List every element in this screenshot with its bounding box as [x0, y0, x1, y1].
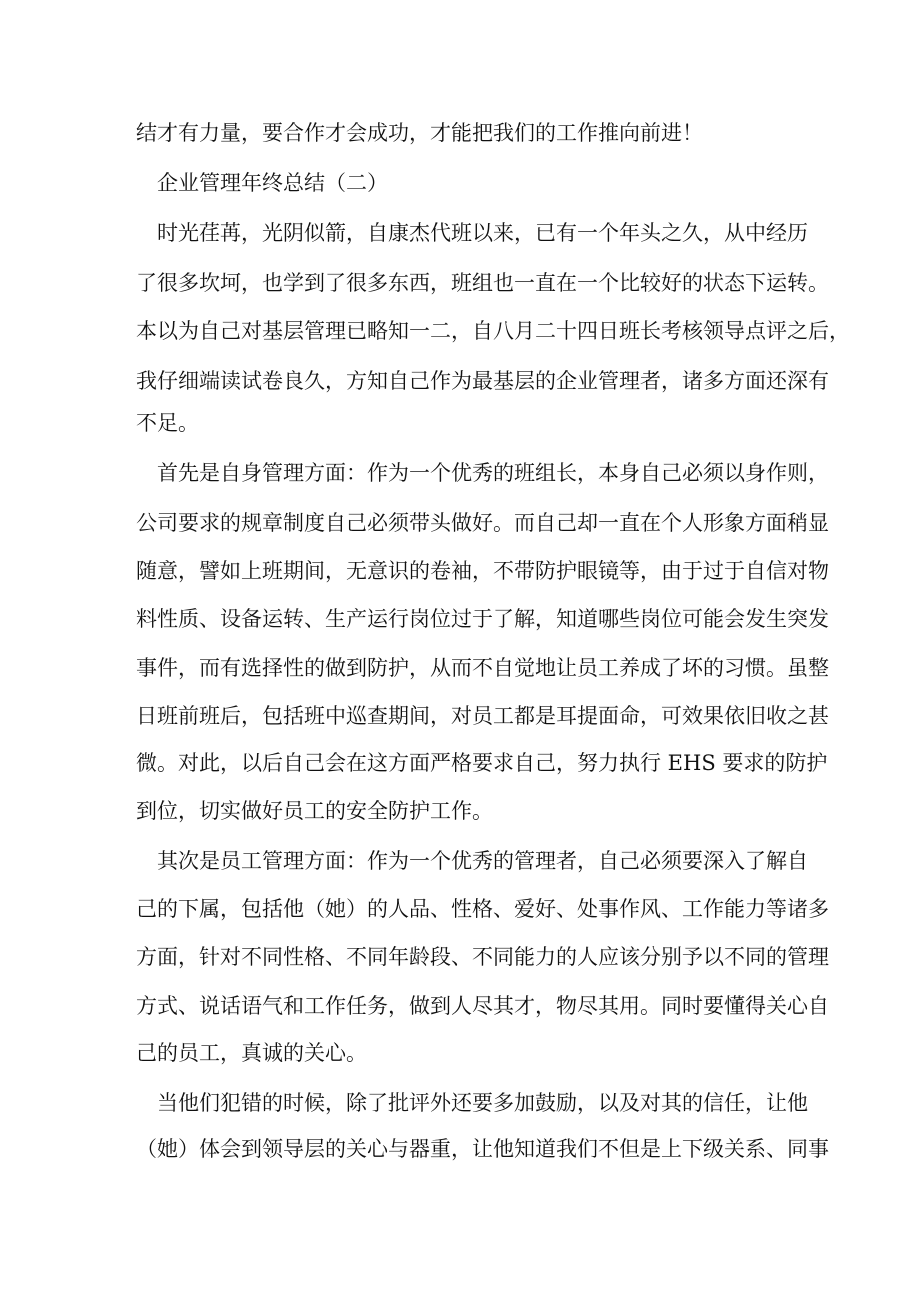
text-line: 日班前班后，包括班中巡查期间，对员工都是耳提面命，可效果依旧收之甚: [136, 704, 829, 728]
text-line: 不足。: [136, 411, 199, 435]
text-line: 当他们犯错的时候，除了批评外还要多加鼓励，以及对其的信任，让他: [157, 1091, 808, 1115]
text-line: 随意，譬如上班期间，无意识的卷袖，不带防护眼镜等，由于过于自信对物: [136, 559, 829, 583]
text-line: 本以为自己对基层管理已略知一二，自八月二十四日班长考核领导点评之后，: [136, 319, 850, 343]
text-line: 我仔细端读试卷良久，方知自己作为最基层的企业管理者，诸多方面还深有: [136, 369, 829, 393]
text-line: 公司要求的规章制度自己必须带头做好。而自己却一直在个人形象方面稍显: [136, 511, 829, 535]
text-line: 料性质、设备运转、生产运行岗位过于了解，知道哪些岗位可能会发生突发: [136, 607, 829, 631]
text-line: 首先是自身管理方面：作为一个优秀的班组长，本身自己必须以身作则，: [157, 461, 829, 485]
text-line: 结才有力量，要合作才会成功，才能把我们的工作推向前进！: [136, 121, 703, 145]
text-line: 时光荏苒，光阴似箭，自康杰代班以来，已有一个年头之久，从中经历: [157, 221, 808, 245]
text-line: 到位，切实做好员工的安全防护工作。: [136, 799, 493, 823]
text-line: 方面，针对不同性格、不同年龄段、不同能力的人应该分别予以不同的管理: [136, 945, 829, 969]
text-line: 己的下属，包括他（她）的人品、性格、爱好、处事作风、工作能力等诸多: [136, 897, 829, 921]
text-line: 其次是员工管理方面：作为一个优秀的管理者，自己必须要深入了解自: [157, 849, 808, 873]
section-heading: 企业管理年终总结（二）: [157, 171, 388, 195]
text-line: 方式、说话语气和工作任务，做到人尽其才，物尽其用。同时要懂得关心自: [136, 994, 829, 1018]
text-line: 事件，而有选择性的做到防护，从而不自觉地让员工养成了坏的习惯。虽整: [136, 656, 829, 680]
text-line: （她）体会到领导层的关心与器重，让他知道我们不但是上下级关系、同事: [136, 1137, 829, 1161]
text-line: 了很多坎坷，也学到了很多东西，班组也一直在一个比较好的状态下运转。: [136, 271, 829, 295]
text-line: 微。对此，以后自己会在这方面严格要求自己，努力执行 EHS 要求的防护: [136, 751, 828, 775]
text-line: 己的员工，真诚的关心。: [136, 1041, 367, 1065]
